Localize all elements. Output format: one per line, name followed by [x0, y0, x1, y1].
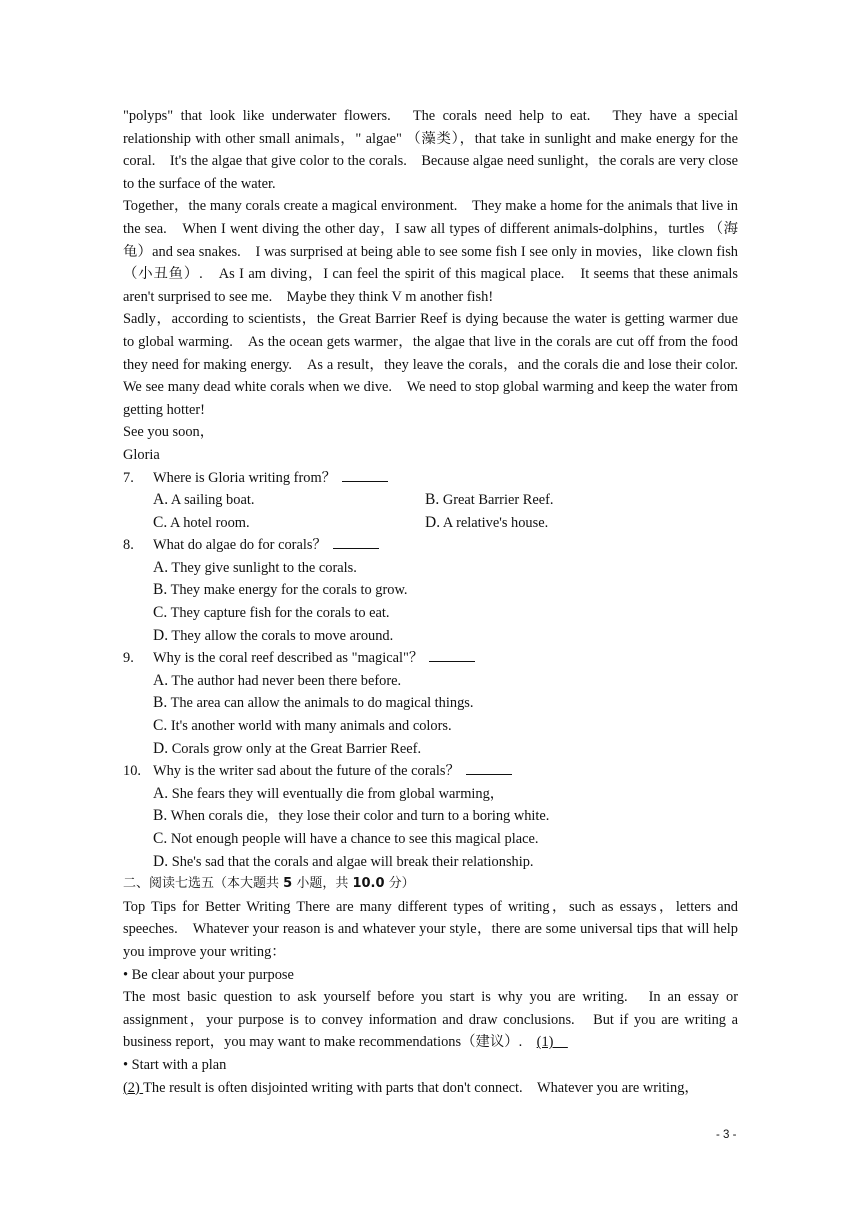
letter-closing: See you soon，	[123, 424, 215, 441]
question-7	[123, 467, 738, 490]
option-a[interactable]: A. They give sunlight to the corals.	[153, 558, 357, 576]
question-text: Why is the writer sad about the future of the corals？	[153, 763, 460, 780]
tip-heading-plan: • Start with a plan	[123, 1056, 227, 1073]
section-intro: Top Tips for Better Writing There are many different types of writing，such as essays，letters and speeches. Whatever your reason is and whatever your style，there are some universal tips that will help you improve your writing：	[123, 898, 738, 960]
question-10	[123, 760, 738, 783]
gap-1[interactable]: (1)	[536, 1034, 568, 1051]
passage-paragraph-1: "polyps" that look like underwater flowers. The corals need help to eat. They have a special relationship with other small animals，" algae" （藻类），that take in sunlight and make energy for the coral. It's the algae that give color to the corals. Because algae need sunlight，the corals are very close to the surface of the water.	[123, 108, 738, 192]
question-text: Why is the coral reef described as "magical"？	[153, 650, 424, 667]
answer-blank[interactable]	[429, 647, 475, 662]
question-7-options	[123, 489, 738, 534]
question-text: Where is Gloria writing from？	[153, 469, 337, 486]
option-d[interactable]: D. She's sad that the corals and algae will break their relationship.	[153, 852, 534, 870]
passage-paragraph-3: Sadly，according to scientists，the Great Barrier Reef is dying because the water is getting warmer due to global warming. As the ocean gets warmer，the algae that live in the corals are cut off from the food they need for making energy. As a result，they leave the corals，and the corals die and lose their color. We see many dead white corals when we dive. We need to stop global warming and keep the water from getting hotter!	[123, 311, 753, 418]
question-number: 10.	[123, 763, 141, 780]
option-b[interactable]: B. They make energy for the corals to grow.	[153, 581, 408, 599]
answer-blank[interactable]	[333, 534, 379, 549]
option-a[interactable]: A. She fears they will eventually die from global warming，	[153, 784, 505, 802]
option-a[interactable]: A. A sailing boat.	[153, 491, 255, 509]
option-d[interactable]: D. A relative's house.	[425, 513, 549, 531]
option-c[interactable]: C. It's another world with many animals and colors.	[153, 717, 452, 735]
tip-paragraph-purpose: The most basic question to ask yourself before you start is why you are writing. In an essay or assignment，your purpose is to convey information and draw conclusions. But if you are writing a business report，you may want to make recommendations（建议）. (1)	[123, 989, 738, 1051]
option-b[interactable]: B. Great Barrier Reef.	[425, 491, 554, 509]
option-d[interactable]: D. Corals grow only at the Great Barrier Reef.	[153, 739, 422, 757]
question-10-options	[123, 783, 738, 873]
option-b[interactable]: B. When corals die，they lose their color and turn to a boring white.	[153, 807, 550, 825]
tip-heading-purpose: • Be clear about your purpose	[123, 966, 294, 983]
option-c[interactable]: C. A hotel room.	[153, 513, 250, 531]
answer-blank[interactable]	[342, 467, 388, 482]
question-9	[123, 647, 738, 670]
gap-2[interactable]: (2)	[123, 1079, 144, 1096]
option-c[interactable]: C. Not enough people will have a chance to see this magical place.	[153, 830, 539, 847]
question-9-options	[123, 670, 738, 760]
question-8	[123, 534, 738, 557]
option-c[interactable]: C. They capture fish for the corals to eat.	[153, 604, 390, 622]
question-number: 9.	[123, 650, 134, 667]
option-b[interactable]: B. The area can allow the animals to do magical things.	[153, 694, 474, 712]
question-number: 8.	[123, 537, 134, 554]
tip-paragraph-plan: (2) The result is often disjointed writing with parts that don't connect. Whatever you are writing，	[123, 1079, 699, 1096]
question-8-options	[123, 557, 738, 647]
option-d[interactable]: D. They allow the corals to move around.	[153, 626, 394, 644]
answer-blank[interactable]	[466, 760, 512, 775]
page-content	[123, 105, 753, 1099]
letter-signature: Gloria	[123, 446, 160, 463]
page-number: - 3 -	[716, 1129, 737, 1141]
question-number: 7.	[123, 469, 134, 486]
question-text: What do algae do for corals？	[153, 537, 327, 554]
section-heading: 二、阅读七选五（本大题共 5 小题，共 10.0 分）	[123, 876, 415, 892]
passage-paragraph-2: Together，the many corals create a magical environment. They make a home for the animals that live in the sea. When I went diving the other day，I saw all types of different animals-dolphins，turtles （海龟）and sea snakes. I was surprised at being able to see some fish I see only in movies，like clown fish（小丑鱼）. As I am diving，I can feel the spirit of this magical place. It seems that these animals aren't surprised to see me. Maybe they think V m another fish!	[123, 198, 738, 305]
option-a[interactable]: A. The author had never been there before.	[153, 671, 402, 689]
